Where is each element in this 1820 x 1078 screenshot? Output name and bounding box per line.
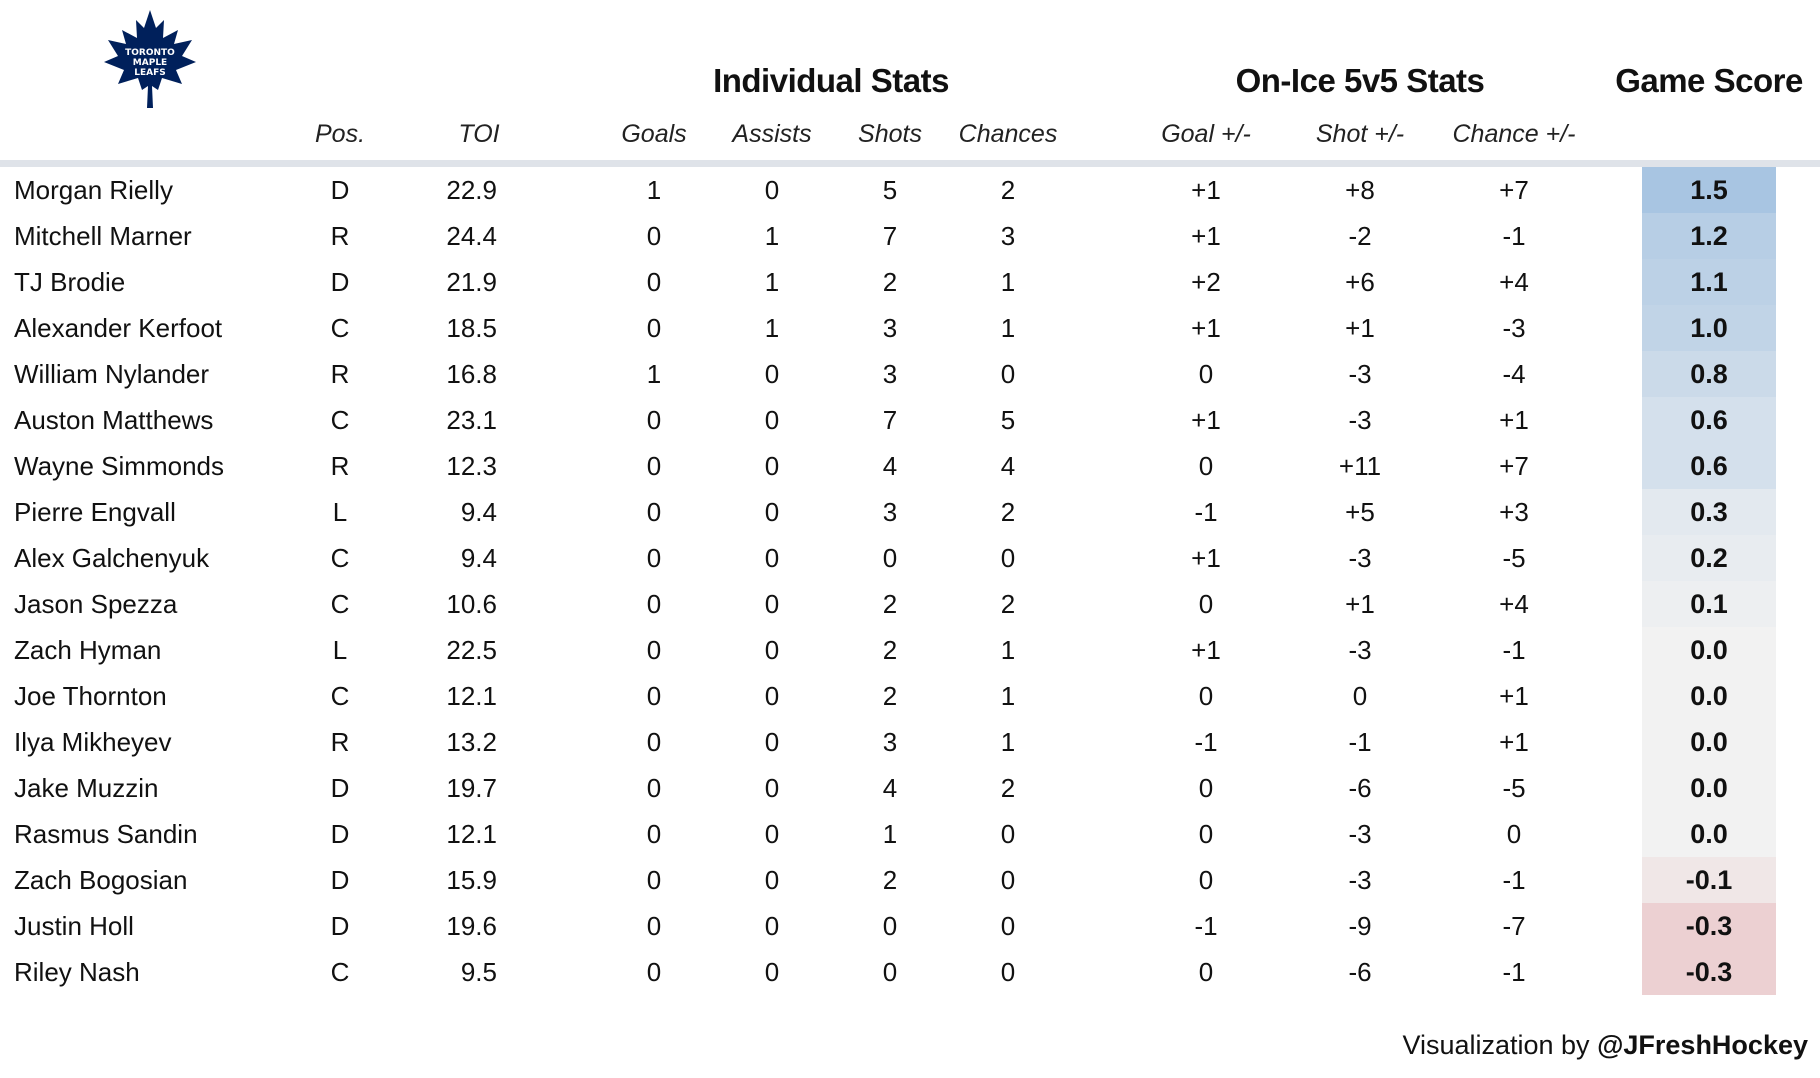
cell-chance-pm: +1 <box>1499 681 1529 711</box>
cell-goals: 0 <box>646 911 662 941</box>
player-name: Mitchell Marner <box>14 221 192 251</box>
cell-shots: 1 <box>882 819 898 849</box>
cell-shots: 2 <box>882 865 898 895</box>
player-name: Rasmus Sandin <box>14 819 198 849</box>
cell-toi: 12.3 <box>446 451 497 481</box>
game-score-cell: 0.0 <box>1642 673 1776 719</box>
credit-line <box>1402 1030 1808 1061</box>
cell-goal-pm: +1 <box>1191 635 1221 665</box>
table-row <box>0 167 1820 213</box>
logo-line-1: TORONTO <box>125 48 175 58</box>
cell-chances: 0 <box>1000 543 1016 573</box>
player-name: Pierre Engvall <box>14 497 176 527</box>
cell-shots: 3 <box>882 359 898 389</box>
cell-shots: 0 <box>882 957 898 987</box>
cell-shot-pm: -3 <box>1348 543 1372 573</box>
game-score-cell: 0.2 <box>1642 535 1776 581</box>
cell-goals: 0 <box>646 957 662 987</box>
cell-chances: 1 <box>1000 313 1016 343</box>
cell-shot-pm: -1 <box>1348 727 1372 757</box>
game-score-cell: -0.3 <box>1642 903 1776 949</box>
cell-chance-pm: -1 <box>1502 957 1526 987</box>
cell-toi: 22.5 <box>446 635 497 665</box>
cell-shots: 7 <box>882 405 898 435</box>
col-header-toi: TOI <box>458 120 500 148</box>
cell-goals: 0 <box>646 819 662 849</box>
game-score-cell: 1.2 <box>1642 213 1776 259</box>
game-score-cell: 0.0 <box>1642 627 1776 673</box>
cell-shot-pm: -3 <box>1348 819 1372 849</box>
cell-chance-pm: 0 <box>1506 819 1522 849</box>
col-header-chances: Chances <box>958 120 1058 148</box>
game-score-cell: 0.8 <box>1642 351 1776 397</box>
cell-chance-pm: -5 <box>1502 773 1526 803</box>
table-row <box>0 719 1820 765</box>
cell-goal-pm: 0 <box>1198 589 1214 619</box>
cell-goal-pm: -1 <box>1194 727 1218 757</box>
player-name: Auston Matthews <box>14 405 214 435</box>
cell-goal-pm: 0 <box>1198 681 1214 711</box>
table-row <box>0 765 1820 811</box>
cell-shot-pm: +8 <box>1345 175 1375 205</box>
cell-pos: R <box>330 359 350 389</box>
game-score-cell: 1.0 <box>1642 305 1776 351</box>
cell-shots: 3 <box>882 497 898 527</box>
player-name: TJ Brodie <box>14 267 126 297</box>
col-header-goal-pm: Goal +/- <box>1161 120 1251 148</box>
player-name: Wayne Simmonds <box>14 451 224 481</box>
game-score-header: Game Score <box>1615 62 1803 99</box>
maple-leafs-logo <box>100 8 200 112</box>
cell-goals: 0 <box>646 773 662 803</box>
cell-goals: 0 <box>646 865 662 895</box>
cell-goals: 0 <box>646 589 662 619</box>
cell-shot-pm: -3 <box>1348 405 1372 435</box>
table-row <box>0 351 1820 397</box>
cell-goal-pm: 0 <box>1198 451 1214 481</box>
table-row <box>0 259 1820 305</box>
logo-line-3: LEAFS <box>134 68 166 78</box>
cell-goals: 0 <box>646 313 662 343</box>
game-score-cell: 0.3 <box>1642 489 1776 535</box>
cell-goal-pm: 0 <box>1198 957 1214 987</box>
cell-goal-pm: +1 <box>1191 405 1221 435</box>
cell-shot-pm: -6 <box>1348 773 1372 803</box>
cell-assists: 0 <box>764 543 780 573</box>
cell-assists: 0 <box>764 911 780 941</box>
cell-toi: 24.4 <box>446 221 497 251</box>
table-row <box>0 397 1820 443</box>
logo-line-2: MAPLE <box>132 58 168 68</box>
cell-goals: 0 <box>646 267 662 297</box>
table-row <box>0 857 1820 903</box>
credit-handle: @JFreshHockey <box>1597 1030 1808 1060</box>
stats-table-body <box>0 167 1820 995</box>
header-divider <box>0 160 1820 167</box>
cell-shots: 4 <box>882 773 898 803</box>
player-name: William Nylander <box>14 359 210 389</box>
cell-pos: C <box>330 405 350 435</box>
cell-pos: D <box>330 267 350 297</box>
cell-shots: 3 <box>882 727 898 757</box>
cell-assists: 0 <box>764 681 780 711</box>
cell-chances: 5 <box>1000 405 1016 435</box>
cell-shots: 2 <box>882 589 898 619</box>
cell-shot-pm: +11 <box>1338 451 1382 481</box>
game-score-cell: 0.6 <box>1642 397 1776 443</box>
cell-goals: 0 <box>646 451 662 481</box>
cell-toi: 23.1 <box>446 405 497 435</box>
cell-chances: 0 <box>1000 865 1016 895</box>
player-name: Alex Galchenyuk <box>14 543 210 573</box>
cell-goals: 1 <box>646 359 662 389</box>
cell-chance-pm: -1 <box>1502 221 1526 251</box>
cell-shot-pm: 0 <box>1352 681 1368 711</box>
cell-pos: D <box>330 911 350 941</box>
table-row <box>0 673 1820 719</box>
game-score-cell: 0.6 <box>1642 443 1776 489</box>
cell-shot-pm: -3 <box>1348 359 1372 389</box>
cell-shot-pm: +1 <box>1345 589 1375 619</box>
cell-assists: 0 <box>764 451 780 481</box>
cell-toi: 15.9 <box>446 865 497 895</box>
cell-assists: 0 <box>764 497 780 527</box>
cell-chances: 2 <box>1000 497 1016 527</box>
game-score-cell: 0.0 <box>1642 719 1776 765</box>
player-name: Joe Thornton <box>14 681 167 711</box>
cell-toi: 22.9 <box>446 175 497 205</box>
cell-shots: 4 <box>882 451 898 481</box>
cell-assists: 0 <box>764 359 780 389</box>
player-name: Zach Hyman <box>14 635 162 665</box>
cell-goals: 0 <box>646 727 662 757</box>
cell-pos: L <box>332 497 348 527</box>
col-header-pos: Pos. <box>314 120 366 148</box>
table-row <box>0 949 1820 995</box>
cell-goals: 0 <box>646 681 662 711</box>
player-name: Morgan Rielly <box>14 175 173 205</box>
individual-stats-header: Individual Stats <box>713 62 949 99</box>
cell-shots: 0 <box>882 543 898 573</box>
cell-pos: R <box>330 221 350 251</box>
cell-chances: 0 <box>1000 819 1016 849</box>
cell-goal-pm: 0 <box>1198 773 1214 803</box>
cell-shot-pm: -3 <box>1348 635 1372 665</box>
cell-shot-pm: +6 <box>1345 267 1375 297</box>
player-name: Jake Muzzin <box>14 773 159 803</box>
col-header-shot-pm: Shot +/- <box>1315 120 1405 148</box>
player-name: Justin Holl <box>14 911 134 941</box>
cell-goal-pm: +1 <box>1191 543 1221 573</box>
cell-pos: D <box>330 865 350 895</box>
cell-shot-pm: +1 <box>1345 313 1375 343</box>
cell-shots: 2 <box>882 681 898 711</box>
cell-pos: R <box>330 451 350 481</box>
cell-toi: 12.1 <box>446 681 497 711</box>
cell-chances: 3 <box>1000 221 1016 251</box>
cell-toi: 16.8 <box>446 359 497 389</box>
cell-chance-pm: +3 <box>1499 497 1529 527</box>
cell-assists: 0 <box>764 865 780 895</box>
cell-toi: 9.4 <box>460 497 497 527</box>
table-row <box>0 213 1820 259</box>
cell-toi: 18.5 <box>446 313 497 343</box>
cell-chances: 1 <box>1000 681 1016 711</box>
cell-chance-pm: +4 <box>1499 267 1529 297</box>
cell-assists: 0 <box>764 635 780 665</box>
cell-toi: 9.5 <box>460 957 497 987</box>
cell-pos: C <box>330 313 350 343</box>
cell-goals: 0 <box>646 543 662 573</box>
table-row <box>0 535 1820 581</box>
cell-goal-pm: 0 <box>1198 865 1214 895</box>
cell-chance-pm: +1 <box>1499 727 1529 757</box>
cell-pos: D <box>330 773 350 803</box>
player-name: Jason Spezza <box>14 589 178 619</box>
table-row <box>0 627 1820 673</box>
cell-pos: D <box>330 819 350 849</box>
col-header-chance-pm: Chance +/- <box>1452 120 1576 148</box>
cell-goal-pm: +1 <box>1191 313 1221 343</box>
game-score-cell: 0.0 <box>1642 765 1776 811</box>
cell-chances: 4 <box>1000 451 1016 481</box>
cell-pos: D <box>330 175 350 205</box>
cell-assists: 0 <box>764 957 780 987</box>
cell-goal-pm: +2 <box>1191 267 1221 297</box>
cell-shots: 5 <box>882 175 898 205</box>
cell-chance-pm: +7 <box>1499 451 1529 481</box>
cell-goal-pm: -1 <box>1194 911 1218 941</box>
cell-chance-pm: +1 <box>1499 405 1529 435</box>
cell-chance-pm: -7 <box>1502 911 1526 941</box>
cell-toi: 21.9 <box>446 267 497 297</box>
table-row <box>0 443 1820 489</box>
game-score-cell: 1.1 <box>1642 259 1776 305</box>
cell-assists: 0 <box>764 175 780 205</box>
table-row <box>0 489 1820 535</box>
cell-assists: 1 <box>764 313 780 343</box>
cell-chances: 0 <box>1000 359 1016 389</box>
cell-chance-pm: -3 <box>1502 313 1526 343</box>
cell-goals: 0 <box>646 221 662 251</box>
cell-goals: 0 <box>646 635 662 665</box>
table-row <box>0 305 1820 351</box>
cell-shots: 2 <box>882 635 898 665</box>
cell-shots: 3 <box>882 313 898 343</box>
col-header-goals: Goals <box>621 120 687 148</box>
cell-toi: 13.2 <box>446 727 497 757</box>
cell-toi: 10.6 <box>446 589 497 619</box>
cell-chances: 2 <box>1000 773 1016 803</box>
player-name: Alexander Kerfoot <box>14 313 223 343</box>
game-score-cell: -0.1 <box>1642 857 1776 903</box>
cell-chances: 1 <box>1000 727 1016 757</box>
cell-pos: R <box>330 727 350 757</box>
cell-shot-pm: +5 <box>1345 497 1375 527</box>
cell-toi: 12.1 <box>446 819 497 849</box>
cell-chance-pm: -1 <box>1502 635 1526 665</box>
cell-pos: C <box>330 543 350 573</box>
cell-shot-pm: -6 <box>1348 957 1372 987</box>
player-name: Zach Bogosian <box>14 865 188 895</box>
cell-chances: 2 <box>1000 589 1016 619</box>
cell-chances: 0 <box>1000 911 1016 941</box>
cell-assists: 0 <box>764 589 780 619</box>
cell-chance-pm: -1 <box>1502 865 1526 895</box>
cell-chance-pm: -5 <box>1502 543 1526 573</box>
cell-chance-pm: +7 <box>1499 175 1529 205</box>
cell-chances: 2 <box>1000 175 1016 205</box>
cell-assists: 0 <box>764 773 780 803</box>
cell-shots: 7 <box>882 221 898 251</box>
game-score-cell: 0.1 <box>1642 581 1776 627</box>
credit-prefix: Visualization by <box>1402 1030 1598 1060</box>
cell-shot-pm: -3 <box>1348 865 1372 895</box>
cell-assists: 0 <box>764 405 780 435</box>
cell-chances: 0 <box>1000 957 1016 987</box>
cell-assists: 0 <box>764 727 780 757</box>
cell-pos: C <box>330 957 350 987</box>
cell-shots: 0 <box>882 911 898 941</box>
player-name: Ilya Mikheyev <box>14 727 172 757</box>
cell-pos: C <box>330 589 350 619</box>
cell-goals: 1 <box>646 175 662 205</box>
cell-pos: L <box>332 635 348 665</box>
cell-goal-pm: 0 <box>1198 819 1214 849</box>
table-row <box>0 903 1820 949</box>
cell-chance-pm: -4 <box>1502 359 1526 389</box>
col-header-assists: Assists <box>732 120 812 148</box>
onice-stats-header: On-Ice 5v5 Stats <box>1235 62 1485 99</box>
col-header-shots: Shots <box>858 120 922 148</box>
game-score-cell: -0.3 <box>1642 949 1776 995</box>
cell-toi: 9.4 <box>460 543 497 573</box>
cell-shot-pm: -9 <box>1348 911 1372 941</box>
cell-shots: 2 <box>882 267 898 297</box>
cell-chances: 1 <box>1000 635 1016 665</box>
cell-assists: 1 <box>764 267 780 297</box>
cell-toi: 19.6 <box>446 911 497 941</box>
cell-shot-pm: -2 <box>1348 221 1372 251</box>
cell-chance-pm: +4 <box>1499 589 1529 619</box>
cell-goal-pm: +1 <box>1191 221 1221 251</box>
cell-goals: 0 <box>646 405 662 435</box>
game-score-cell: 1.5 <box>1642 167 1776 213</box>
cell-toi: 19.7 <box>446 773 497 803</box>
game-score-cell: 0.0 <box>1642 811 1776 857</box>
cell-goal-pm: -1 <box>1194 497 1218 527</box>
cell-assists: 1 <box>764 221 780 251</box>
cell-goal-pm: 0 <box>1198 359 1214 389</box>
table-row <box>0 811 1820 857</box>
cell-chances: 1 <box>1000 267 1016 297</box>
cell-pos: C <box>330 681 350 711</box>
table-row <box>0 581 1820 627</box>
cell-goal-pm: +1 <box>1191 175 1221 205</box>
cell-assists: 0 <box>764 819 780 849</box>
player-name: Riley Nash <box>14 957 140 987</box>
cell-goals: 0 <box>646 497 662 527</box>
